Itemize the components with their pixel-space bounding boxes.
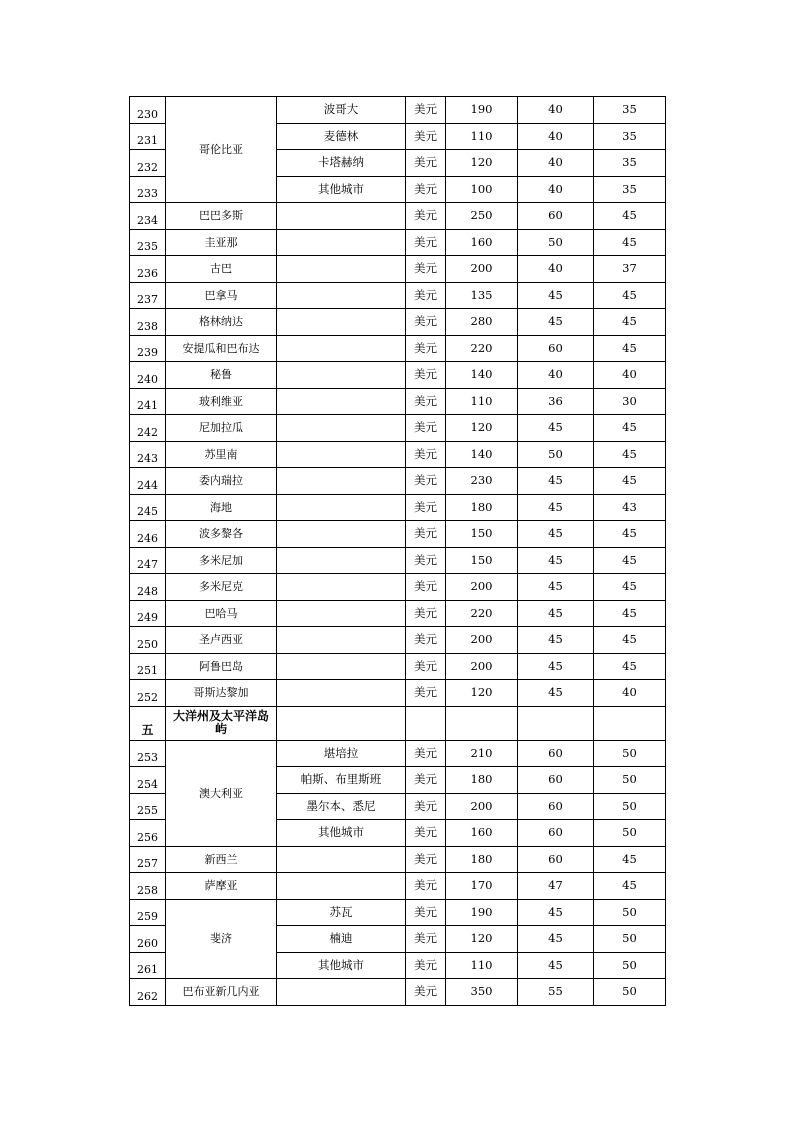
city-cell	[277, 680, 406, 707]
accommodation-cell: 190	[446, 97, 518, 124]
city-cell: 帕斯、布里斯班	[277, 767, 406, 794]
accommodation-cell: 135	[446, 282, 518, 309]
table-row	[130, 97, 666, 124]
currency-cell: 美元	[406, 229, 446, 256]
section-number: 五	[130, 706, 166, 740]
row-number: 238	[130, 309, 166, 336]
city-cell	[277, 574, 406, 601]
misc-allowance-cell: 45	[594, 600, 666, 627]
currency-cell: 美元	[406, 521, 446, 548]
city-cell	[277, 309, 406, 336]
city-cell	[277, 521, 406, 548]
city-cell: 堪培拉	[277, 740, 406, 767]
accommodation-cell: 200	[446, 574, 518, 601]
country-cell: 巴巴多斯	[166, 203, 277, 230]
table-row	[130, 203, 666, 230]
meal-allowance-cell: 45	[518, 547, 594, 574]
row-number: 247	[130, 547, 166, 574]
currency-cell: 美元	[406, 415, 446, 442]
currency-cell: 美元	[406, 362, 446, 389]
empty-cell	[406, 706, 446, 740]
meal-allowance-cell: 45	[518, 521, 594, 548]
table-row	[130, 229, 666, 256]
misc-allowance-cell: 45	[594, 468, 666, 495]
misc-allowance-cell: 45	[594, 653, 666, 680]
row-number: 248	[130, 574, 166, 601]
misc-allowance-cell: 45	[594, 309, 666, 336]
city-cell	[277, 600, 406, 627]
meal-allowance-cell: 45	[518, 653, 594, 680]
currency-cell: 美元	[406, 600, 446, 627]
meal-allowance-cell: 40	[518, 97, 594, 124]
row-number: 235	[130, 229, 166, 256]
table-row	[130, 362, 666, 389]
accommodation-cell: 210	[446, 740, 518, 767]
city-cell	[277, 873, 406, 900]
country-cell: 阿鲁巴岛	[166, 653, 277, 680]
meal-allowance-cell: 40	[518, 362, 594, 389]
currency-cell: 美元	[406, 547, 446, 574]
country-cell: 巴拿马	[166, 282, 277, 309]
table-row	[130, 335, 666, 362]
meal-allowance-cell: 45	[518, 309, 594, 336]
section-row	[130, 706, 666, 740]
table-row	[130, 521, 666, 548]
currency-cell: 美元	[406, 468, 446, 495]
currency-cell: 美元	[406, 680, 446, 707]
city-cell	[277, 979, 406, 1006]
accommodation-cell: 200	[446, 653, 518, 680]
currency-cell: 美元	[406, 176, 446, 203]
accommodation-cell: 190	[446, 899, 518, 926]
country-cell: 苏里南	[166, 441, 277, 468]
row-number: 240	[130, 362, 166, 389]
city-cell: 卡塔赫纳	[277, 150, 406, 177]
expense-standards-table	[129, 96, 666, 1006]
currency-cell: 美元	[406, 256, 446, 283]
row-number: 251	[130, 653, 166, 680]
country-cell: 澳大利亚	[166, 740, 277, 846]
misc-allowance-cell: 35	[594, 150, 666, 177]
row-number: 231	[130, 123, 166, 150]
accommodation-cell: 160	[446, 229, 518, 256]
misc-allowance-cell: 50	[594, 926, 666, 953]
table-row	[130, 653, 666, 680]
empty-cell	[518, 706, 594, 740]
accommodation-cell: 120	[446, 926, 518, 953]
accommodation-cell: 140	[446, 441, 518, 468]
country-cell: 多米尼加	[166, 547, 277, 574]
row-number: 234	[130, 203, 166, 230]
row-number: 232	[130, 150, 166, 177]
city-cell	[277, 388, 406, 415]
country-cell: 巴哈马	[166, 600, 277, 627]
currency-cell: 美元	[406, 627, 446, 654]
table-row	[130, 740, 666, 767]
row-number: 259	[130, 899, 166, 926]
country-cell: 古巴	[166, 256, 277, 283]
meal-allowance-cell: 50	[518, 229, 594, 256]
row-number: 252	[130, 680, 166, 707]
country-cell: 哥伦比亚	[166, 97, 277, 203]
currency-cell: 美元	[406, 979, 446, 1006]
country-cell: 海地	[166, 494, 277, 521]
city-cell	[277, 203, 406, 230]
country-cell: 委内瑞拉	[166, 468, 277, 495]
country-cell: 圭亚那	[166, 229, 277, 256]
accommodation-cell: 280	[446, 309, 518, 336]
row-number: 236	[130, 256, 166, 283]
table-row	[130, 415, 666, 442]
misc-allowance-cell: 45	[594, 521, 666, 548]
meal-allowance-cell: 45	[518, 952, 594, 979]
misc-allowance-cell: 35	[594, 97, 666, 124]
accommodation-cell: 230	[446, 468, 518, 495]
row-number: 260	[130, 926, 166, 953]
country-cell: 格林纳达	[166, 309, 277, 336]
accommodation-cell: 100	[446, 176, 518, 203]
table-row	[130, 282, 666, 309]
row-number: 257	[130, 846, 166, 873]
currency-cell: 美元	[406, 388, 446, 415]
city-cell	[277, 547, 406, 574]
city-cell: 其他城市	[277, 820, 406, 847]
misc-allowance-cell: 45	[594, 846, 666, 873]
meal-allowance-cell: 45	[518, 468, 594, 495]
currency-cell: 美元	[406, 653, 446, 680]
misc-allowance-cell: 45	[594, 229, 666, 256]
currency-cell: 美元	[406, 873, 446, 900]
misc-allowance-cell: 37	[594, 256, 666, 283]
misc-allowance-cell: 45	[594, 415, 666, 442]
accommodation-cell: 200	[446, 627, 518, 654]
city-cell	[277, 468, 406, 495]
meal-allowance-cell: 40	[518, 176, 594, 203]
currency-cell: 美元	[406, 335, 446, 362]
misc-allowance-cell: 50	[594, 899, 666, 926]
country-cell: 尼加拉瓜	[166, 415, 277, 442]
meal-allowance-cell: 45	[518, 574, 594, 601]
city-cell: 墨尔本、悉尼	[277, 793, 406, 820]
currency-cell: 美元	[406, 309, 446, 336]
accommodation-cell: 170	[446, 873, 518, 900]
country-cell: 多米尼克	[166, 574, 277, 601]
city-cell	[277, 362, 406, 389]
misc-allowance-cell: 50	[594, 740, 666, 767]
accommodation-cell: 180	[446, 846, 518, 873]
currency-cell: 美元	[406, 282, 446, 309]
misc-allowance-cell: 35	[594, 176, 666, 203]
currency-cell: 美元	[406, 820, 446, 847]
row-number: 249	[130, 600, 166, 627]
accommodation-cell: 200	[446, 793, 518, 820]
row-number: 242	[130, 415, 166, 442]
row-number: 241	[130, 388, 166, 415]
misc-allowance-cell: 45	[594, 574, 666, 601]
table-row	[130, 574, 666, 601]
meal-allowance-cell: 60	[518, 335, 594, 362]
accommodation-cell: 160	[446, 820, 518, 847]
empty-cell	[594, 706, 666, 740]
country-cell: 圣卢西亚	[166, 627, 277, 654]
meal-allowance-cell: 40	[518, 150, 594, 177]
meal-allowance-cell: 45	[518, 600, 594, 627]
misc-allowance-cell: 45	[594, 441, 666, 468]
table-row	[130, 441, 666, 468]
misc-allowance-cell: 50	[594, 820, 666, 847]
city-cell	[277, 415, 406, 442]
accommodation-cell: 350	[446, 979, 518, 1006]
misc-allowance-cell: 40	[594, 362, 666, 389]
accommodation-cell: 180	[446, 494, 518, 521]
row-number: 230	[130, 97, 166, 124]
row-number: 246	[130, 521, 166, 548]
meal-allowance-cell: 45	[518, 627, 594, 654]
empty-cell	[277, 706, 406, 740]
misc-allowance-cell: 35	[594, 123, 666, 150]
accommodation-cell: 220	[446, 600, 518, 627]
city-cell: 麦德林	[277, 123, 406, 150]
currency-cell: 美元	[406, 203, 446, 230]
row-number: 245	[130, 494, 166, 521]
empty-cell	[446, 706, 518, 740]
table-row	[130, 846, 666, 873]
accommodation-cell: 180	[446, 767, 518, 794]
country-cell: 安提瓜和巴布达	[166, 335, 277, 362]
accommodation-cell: 250	[446, 203, 518, 230]
city-cell: 苏瓦	[277, 899, 406, 926]
misc-allowance-cell: 45	[594, 203, 666, 230]
misc-allowance-cell: 45	[594, 547, 666, 574]
currency-cell: 美元	[406, 899, 446, 926]
table-row	[130, 873, 666, 900]
table-body	[130, 97, 666, 1006]
row-number: 253	[130, 740, 166, 767]
meal-allowance-cell: 60	[518, 820, 594, 847]
misc-allowance-cell: 45	[594, 282, 666, 309]
city-cell	[277, 653, 406, 680]
country-cell: 玻利维亚	[166, 388, 277, 415]
city-cell	[277, 256, 406, 283]
table-row	[130, 680, 666, 707]
city-cell: 楠迪	[277, 926, 406, 953]
accommodation-cell: 140	[446, 362, 518, 389]
currency-cell: 美元	[406, 846, 446, 873]
city-cell	[277, 229, 406, 256]
accommodation-cell: 120	[446, 415, 518, 442]
table-row	[130, 468, 666, 495]
table-row	[130, 979, 666, 1006]
meal-allowance-cell: 36	[518, 388, 594, 415]
city-cell: 其他城市	[277, 176, 406, 203]
city-cell	[277, 282, 406, 309]
currency-cell: 美元	[406, 150, 446, 177]
meal-allowance-cell: 45	[518, 899, 594, 926]
accommodation-cell: 110	[446, 952, 518, 979]
meal-allowance-cell: 40	[518, 256, 594, 283]
meal-allowance-cell: 45	[518, 494, 594, 521]
meal-allowance-cell: 45	[518, 282, 594, 309]
meal-allowance-cell: 40	[518, 123, 594, 150]
country-cell: 秘鲁	[166, 362, 277, 389]
section-title: 大洋州及太平洋岛屿	[166, 706, 277, 740]
row-number: 250	[130, 627, 166, 654]
country-cell: 新西兰	[166, 846, 277, 873]
misc-allowance-cell: 50	[594, 793, 666, 820]
meal-allowance-cell: 60	[518, 203, 594, 230]
currency-cell: 美元	[406, 441, 446, 468]
country-cell: 斐济	[166, 899, 277, 979]
meal-allowance-cell: 60	[518, 740, 594, 767]
accommodation-cell: 220	[446, 335, 518, 362]
row-number: 262	[130, 979, 166, 1006]
table-row	[130, 494, 666, 521]
misc-allowance-cell: 43	[594, 494, 666, 521]
currency-cell: 美元	[406, 926, 446, 953]
misc-allowance-cell: 45	[594, 627, 666, 654]
city-cell: 波哥大	[277, 97, 406, 124]
table-row	[130, 388, 666, 415]
row-number: 256	[130, 820, 166, 847]
meal-allowance-cell: 47	[518, 873, 594, 900]
meal-allowance-cell: 60	[518, 846, 594, 873]
accommodation-cell: 150	[446, 521, 518, 548]
city-cell	[277, 627, 406, 654]
row-number: 261	[130, 952, 166, 979]
accommodation-cell: 150	[446, 547, 518, 574]
currency-cell: 美元	[406, 740, 446, 767]
accommodation-cell: 110	[446, 388, 518, 415]
meal-allowance-cell: 50	[518, 441, 594, 468]
table-row	[130, 309, 666, 336]
meal-allowance-cell: 60	[518, 793, 594, 820]
meal-allowance-cell: 45	[518, 926, 594, 953]
row-number: 239	[130, 335, 166, 362]
table-row	[130, 256, 666, 283]
currency-cell: 美元	[406, 952, 446, 979]
meal-allowance-cell: 55	[518, 979, 594, 1006]
misc-allowance-cell: 45	[594, 335, 666, 362]
country-cell: 波多黎各	[166, 521, 277, 548]
country-cell: 哥斯达黎加	[166, 680, 277, 707]
misc-allowance-cell: 40	[594, 680, 666, 707]
misc-allowance-cell: 45	[594, 873, 666, 900]
accommodation-cell: 200	[446, 256, 518, 283]
row-number: 244	[130, 468, 166, 495]
row-number: 243	[130, 441, 166, 468]
city-cell	[277, 846, 406, 873]
misc-allowance-cell: 50	[594, 767, 666, 794]
meal-allowance-cell: 45	[518, 415, 594, 442]
currency-cell: 美元	[406, 494, 446, 521]
misc-allowance-cell: 50	[594, 979, 666, 1006]
row-number: 237	[130, 282, 166, 309]
row-number: 255	[130, 793, 166, 820]
city-cell	[277, 494, 406, 521]
row-number: 254	[130, 767, 166, 794]
currency-cell: 美元	[406, 574, 446, 601]
accommodation-cell: 110	[446, 123, 518, 150]
table-row	[130, 627, 666, 654]
meal-allowance-cell: 45	[518, 680, 594, 707]
currency-cell: 美元	[406, 97, 446, 124]
row-number: 233	[130, 176, 166, 203]
city-cell	[277, 335, 406, 362]
country-cell: 萨摩亚	[166, 873, 277, 900]
misc-allowance-cell: 30	[594, 388, 666, 415]
accommodation-cell: 120	[446, 150, 518, 177]
table-row	[130, 600, 666, 627]
country-cell: 巴布亚新几内亚	[166, 979, 277, 1006]
accommodation-cell: 120	[446, 680, 518, 707]
currency-cell: 美元	[406, 793, 446, 820]
meal-allowance-cell: 60	[518, 767, 594, 794]
table-row	[130, 899, 666, 926]
city-cell: 其他城市	[277, 952, 406, 979]
currency-cell: 美元	[406, 767, 446, 794]
city-cell	[277, 441, 406, 468]
row-number: 258	[130, 873, 166, 900]
misc-allowance-cell: 50	[594, 952, 666, 979]
currency-cell: 美元	[406, 123, 446, 150]
table-row	[130, 547, 666, 574]
